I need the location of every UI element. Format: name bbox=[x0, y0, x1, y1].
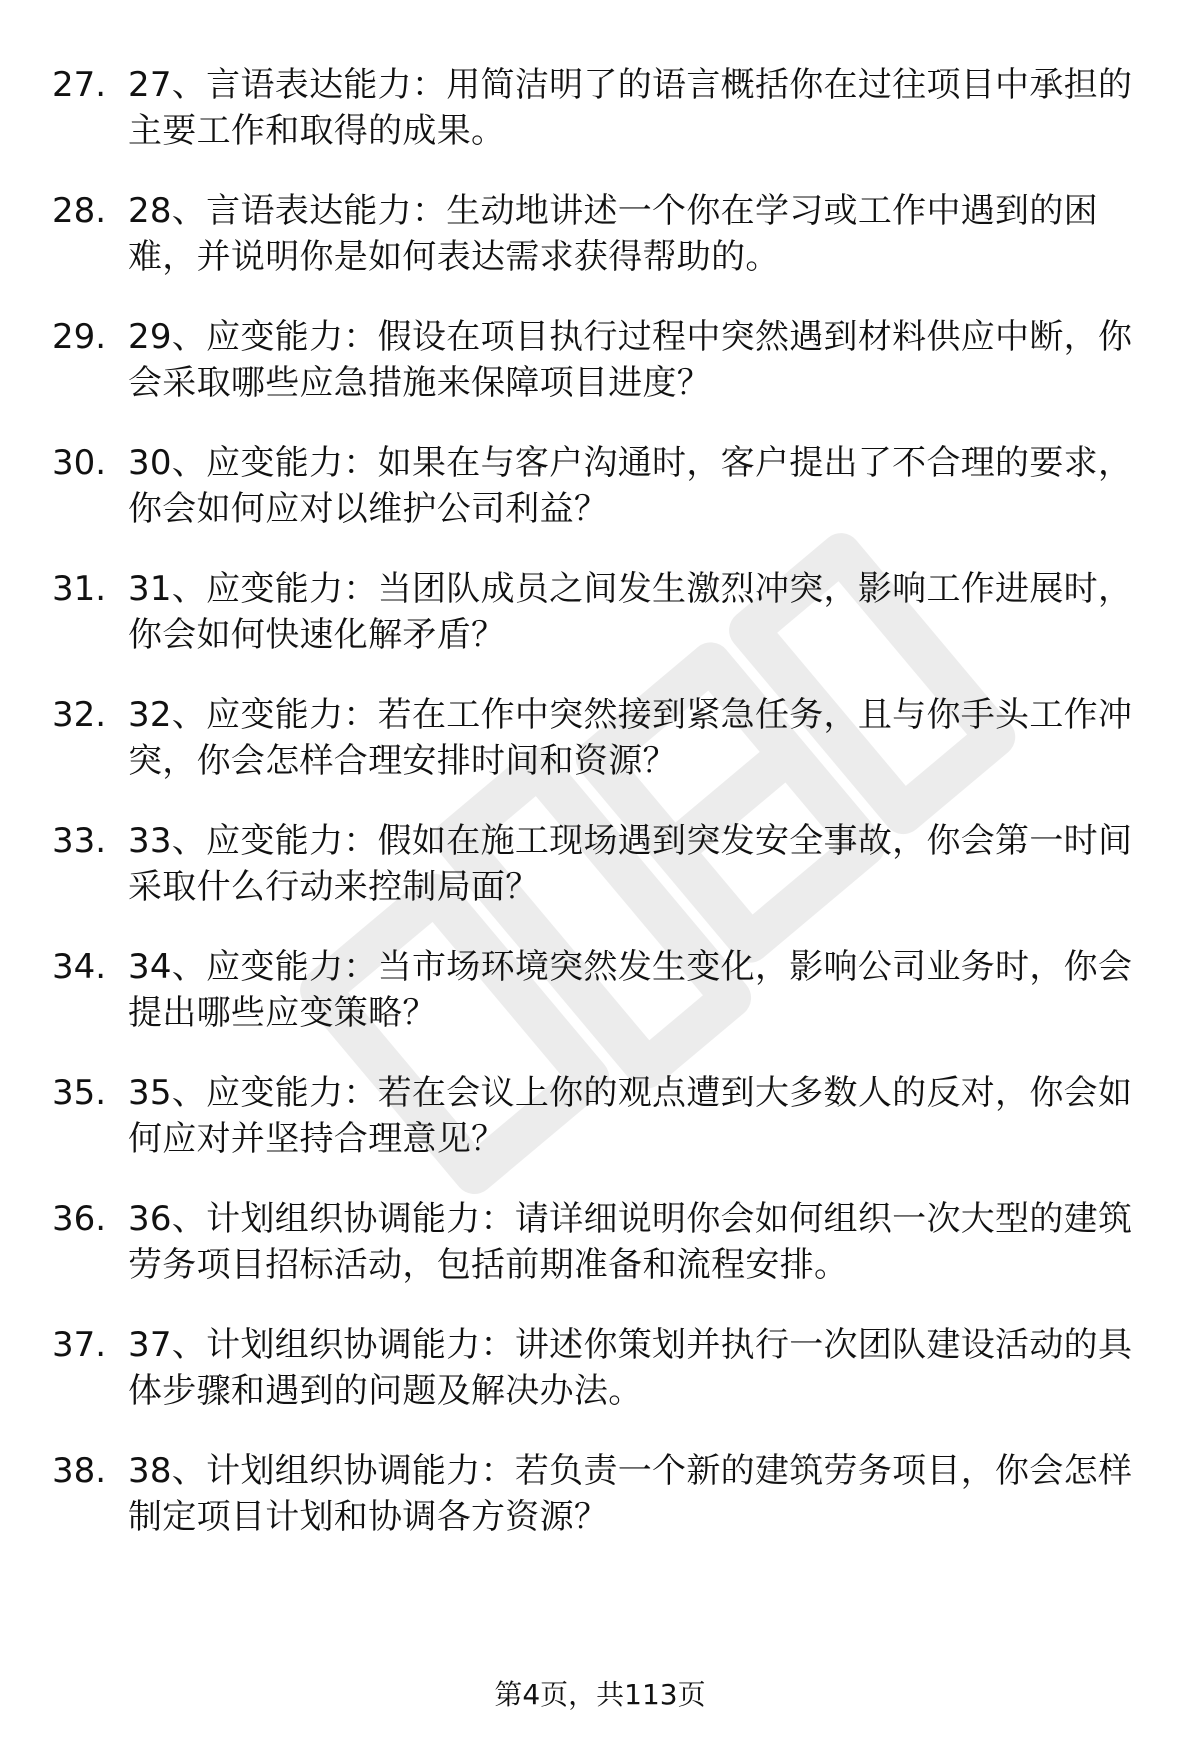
question-text: 30、应变能力：如果在与客户沟通时，客户提出了不合理的要求，你会如何应对以维护公司利益？ bbox=[128, 443, 1133, 529]
question-item bbox=[0, 440, 1200, 566]
question-item bbox=[0, 1448, 1200, 1574]
question-number: 28. bbox=[52, 191, 107, 231]
question-item bbox=[0, 188, 1200, 314]
question-item bbox=[0, 944, 1200, 1070]
question-text: 35、应变能力：若在会议上你的观点遭到大多数人的反对，你会如何应对并坚持合理意见？ bbox=[128, 1073, 1133, 1159]
question-text: 31、应变能力：当团队成员之间发生激烈冲突，影响工作进展时，你会如何快速化解矛盾？ bbox=[128, 569, 1133, 655]
question-item bbox=[0, 566, 1200, 692]
question-number: 38. bbox=[52, 1451, 107, 1491]
question-text: 36、计划组织协调能力：请详细说明你会如何组织一次大型的建筑劳务项目招标活动，包括前期准备和流程安排。 bbox=[128, 1199, 1133, 1285]
question-text: 28、言语表达能力：生动地讲述一个你在学习或工作中遇到的困难，并说明你是如何表达需求获得帮助的。 bbox=[128, 191, 1098, 277]
question-text: 27、言语表达能力：用简洁明了的语言概括你在过往项目中承担的主要工作和取得的成果。 bbox=[128, 65, 1133, 151]
question-item bbox=[0, 1322, 1200, 1448]
question-list bbox=[0, 62, 1200, 1574]
question-text: 38、计划组织协调能力：若负责一个新的建筑劳务项目，你会怎样制定项目计划和协调各方资源？ bbox=[128, 1451, 1133, 1537]
question-text: 37、计划组织协调能力：讲述你策划并执行一次团队建设活动的具体步骤和遇到的问题及解决办法。 bbox=[128, 1325, 1133, 1411]
question-text: 33、应变能力：假如在施工现场遇到突发安全事故，你会第一时间采取什么行动来控制局面？ bbox=[128, 821, 1133, 907]
question-text: 29、应变能力：假设在项目执行过程中突然遇到材料供应中断，你会采取哪些应急措施来保障项目进度？ bbox=[128, 317, 1133, 403]
question-item bbox=[0, 1196, 1200, 1322]
question-item bbox=[0, 62, 1200, 188]
question-item bbox=[0, 314, 1200, 440]
question-number: 34. bbox=[52, 947, 107, 987]
question-number: 35. bbox=[52, 1073, 107, 1113]
page-footer: 第4页，共113页 bbox=[494, 1678, 706, 1711]
question-number: 36. bbox=[52, 1199, 107, 1239]
question-number: 33. bbox=[52, 821, 107, 861]
question-text: 32、应变能力：若在工作中突然接到紧急任务，且与你手头工作冲突，你会怎样合理安排时间和资源？ bbox=[128, 695, 1133, 781]
question-item bbox=[0, 818, 1200, 944]
question-number: 32. bbox=[52, 695, 107, 735]
question-number: 31. bbox=[52, 569, 107, 609]
question-number: 27. bbox=[52, 65, 107, 105]
question-item bbox=[0, 692, 1200, 818]
question-item bbox=[0, 1070, 1200, 1196]
question-number: 30. bbox=[52, 443, 107, 483]
question-text: 34、应变能力：当市场环境突然发生变化，影响公司业务时，你会提出哪些应变策略？ bbox=[128, 947, 1133, 1033]
question-number: 29. bbox=[52, 317, 107, 357]
question-number: 37. bbox=[52, 1325, 107, 1365]
